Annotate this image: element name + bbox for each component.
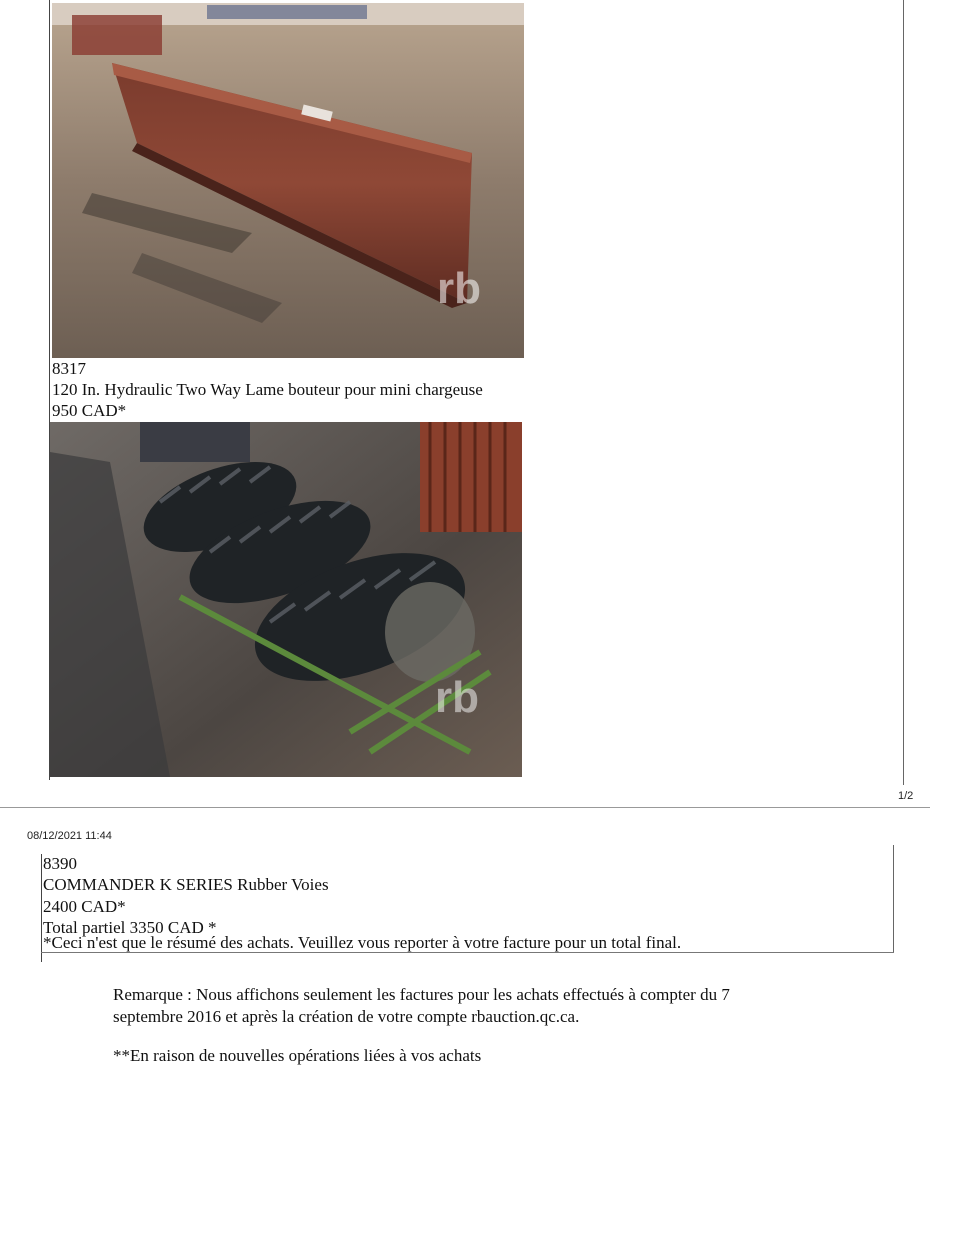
print-timestamp: 08/12/2021 11:44 xyxy=(27,830,112,842)
watermark-text-2: rb xyxy=(435,673,479,722)
summary-box-right xyxy=(893,845,894,953)
rubber-tracks-photo xyxy=(50,422,522,777)
lot-number-8317: 8317 xyxy=(52,359,86,378)
page-number: 1/2 xyxy=(898,790,914,802)
lot-number-8390: 8390 xyxy=(43,854,77,873)
summary-box-left xyxy=(41,854,42,962)
page1-right-border xyxy=(903,0,904,785)
item1-price: 950 CAD* xyxy=(52,401,127,420)
page-break-line xyxy=(0,807,930,808)
item2-price: 2400 CAD* xyxy=(43,897,126,916)
snow-plow-blade-photo xyxy=(52,3,524,358)
watermark-text: rb xyxy=(437,264,481,313)
item2-description: COMMANDER K SERIES Rubber Voies xyxy=(43,875,329,894)
remark-line-1: Remarque : Nous affichons seulement les factures pour les achats effectués à compter du 7 xyxy=(113,985,730,1004)
subtotal: Total partiel 3350 CAD * xyxy=(43,918,217,937)
footnote: **En raison de nouvelles opérations liées à vos achats xyxy=(113,1046,482,1065)
disclaimer: *Ceci n'est que le résumé des achats. Veuillez vous reporter à votre facture pour un total final. xyxy=(43,933,682,952)
remark-line-2: septembre 2016 et après la création de votre compte rbauction.qc.ca. xyxy=(113,1007,580,1026)
item1-description: 120 In. Hydraulic Two Way Lame bouteur pour mini chargeuse xyxy=(52,380,483,399)
